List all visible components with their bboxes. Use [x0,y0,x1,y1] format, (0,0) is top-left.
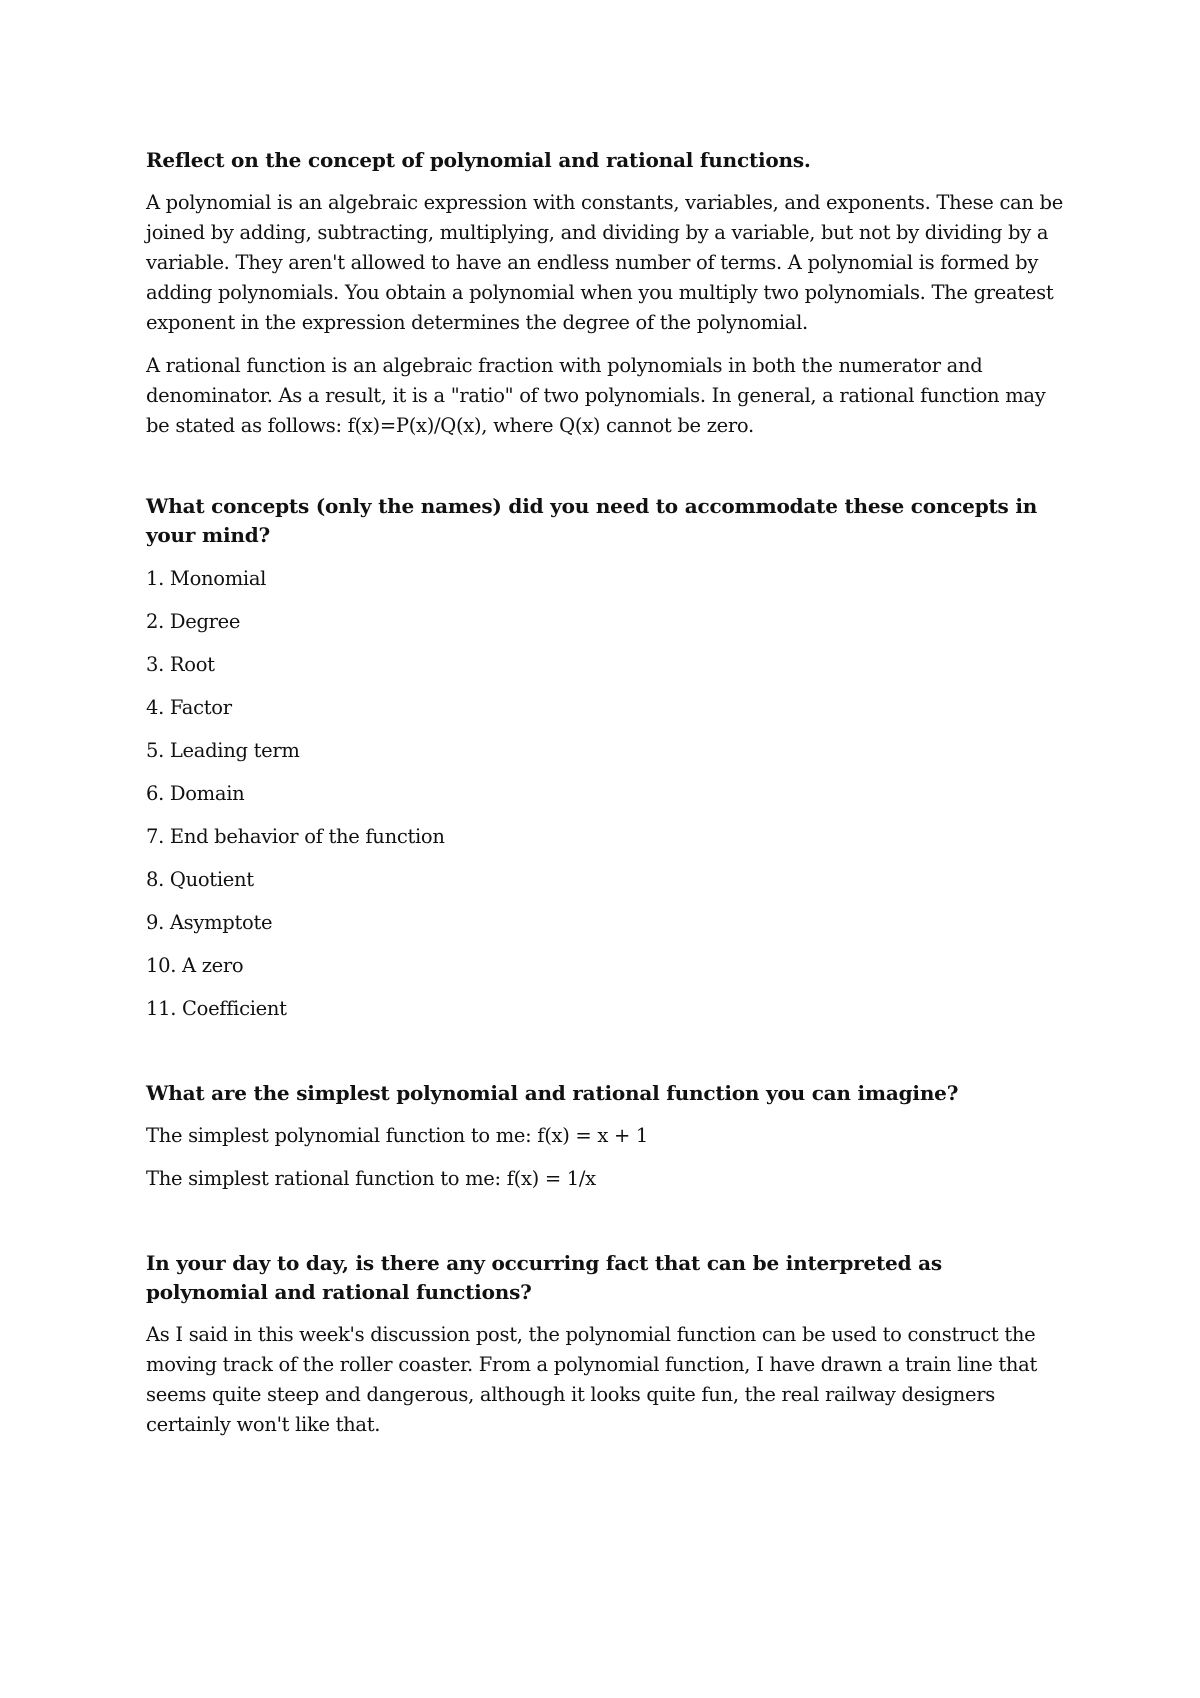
list-item: 2. Degree [146,610,241,633]
section1-paragraph2: A rational function is an algebraic fraction with polynomials in both the numerator and denominator. As a result, it is a "ratio" of two polynomials. In general, a rational function may be stated as follows: f(x)=P(x)/Q(x), where Q(x) cannot be zero. [146,354,1046,437]
section4-paragraph: As I said in this week's discussion post, the polynomial function can be used to construct the moving track of the roller coaster. From a polynomial function, I have drawn a train line that seems quite steep and dangerous, although it looks quite fun, the real railway designers certainly won't like that. [146,1323,1038,1436]
list-item: 5. Leading term [146,739,300,762]
list-item: 9. Asymptote [146,911,273,934]
document-page [146,146,1066,1440]
list-item: 10. A zero [146,954,244,977]
section1-heading: Reflect on the concept of polynomial and rational functions. [146,148,811,172]
list-item: 1. Monomial [146,567,267,590]
list-item: 4. Factor [146,696,232,719]
concept-list [146,564,1066,1024]
list-item: 8. Quotient [146,868,254,891]
list-item: 7. End behavior of the function [146,825,445,848]
simplest-polynomial-line: The simplest polynomial function to me: f(x) = x + 1 [146,1124,649,1147]
list-item: 6. Domain [146,782,245,805]
simplest-rational-line: The simplest rational function to me: f(x) = 1/x [146,1167,596,1190]
list-item: 11. Coefficient [146,997,287,1020]
section1-paragraph1: A polynomial is an algebraic expression with constants, variables, and exponents. These can be joined by adding, subtracting, multiplying, and dividing by a variable, but not by dividing by a variable. They aren't allowed to have an endless number of terms. A polynomial is formed by adding polynomials. You obtain a polynomial when you multiply two polynomials. The greatest exponent in the expression determines the degree of the polynomial. [146,191,1063,334]
section3-heading: What are the simplest polynomial and rational function you can imagine? [146,1081,959,1105]
list-item: 3. Root [146,653,215,676]
section4-heading: In your day to day, is there any occurring fact that can be interpreted as polynomial and rational functions? [146,1251,942,1304]
section2-heading: What concepts (only the names) did you need to accommodate these concepts in your mind? [146,494,1038,547]
